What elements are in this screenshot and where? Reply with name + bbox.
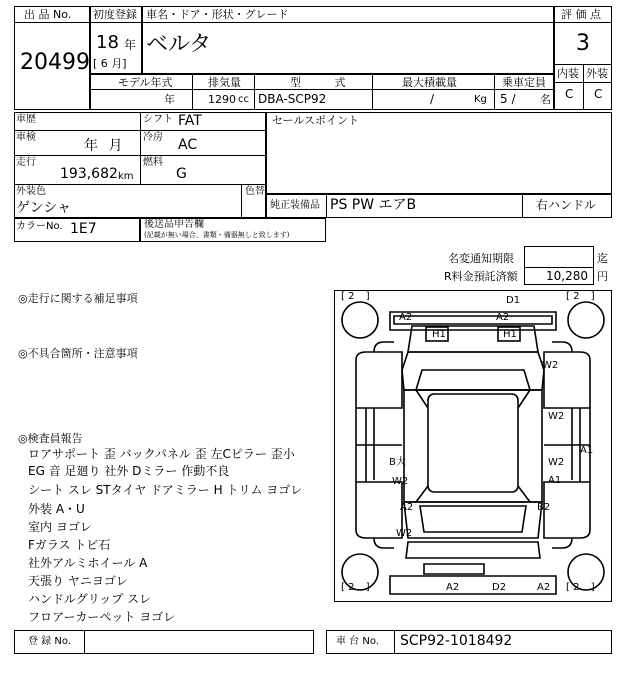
inspector-report-title: ◎検査員報告	[18, 432, 83, 445]
damage-mark: A2	[400, 502, 414, 513]
equipment-value: PS PW エアB	[330, 197, 417, 213]
shift-value: FAT	[178, 113, 202, 129]
steering-value: 右ハンドル	[536, 198, 597, 212]
interior-grade-value: C	[565, 87, 574, 101]
lot-number-value: 20499	[20, 50, 90, 75]
damage-mark: H1	[432, 329, 446, 340]
recycle-fee-label: R料金預託済額	[444, 270, 518, 283]
damage-mark: W2	[392, 476, 409, 487]
exterior-grade-label: 外装	[586, 67, 608, 80]
car-name-value: ベルタ	[146, 32, 212, 57]
model-type-label: 型 式	[290, 76, 346, 89]
fuel-label: 燃料	[143, 157, 163, 168]
damage-mark: H1	[503, 329, 517, 340]
capacity-label: 乗車定員	[502, 76, 546, 89]
name-change-deadline-value	[524, 246, 594, 268]
interior-grade-label: 内装	[557, 67, 579, 80]
tire-depth-front-left: [ 2 ]	[341, 291, 370, 302]
inspector-note-line: ハンドルグリップ スレ	[28, 592, 152, 606]
color-no-label: カラーNo.	[16, 221, 63, 232]
damage-mark: A2	[496, 312, 510, 323]
damage-mark: B大	[389, 457, 406, 468]
max-load-value: /	[430, 92, 435, 106]
damage-mark: A1	[548, 475, 562, 486]
ac-value: AC	[178, 137, 198, 153]
model-year-label: モデル年式	[118, 76, 173, 89]
inspection-value: 年 月	[84, 138, 123, 154]
evaluation-label: 評 価 点	[561, 8, 601, 21]
mileage-label: 走行	[16, 157, 36, 168]
damage-mark: W2	[542, 360, 559, 371]
max-load-label: 最大積載量	[402, 76, 457, 89]
displacement-label: 排気量	[208, 76, 241, 89]
chassis-no-value: SCP92-1018492	[400, 633, 513, 649]
inspector-note-line: フロアーカーペット ヨゴレ	[28, 610, 176, 624]
sales-point-label: セールスポイント	[272, 114, 360, 127]
max-load-unit: Kg	[474, 94, 487, 105]
history-label: 車歴	[16, 114, 36, 125]
exterior-grade-value: C	[594, 87, 603, 101]
damage-mark: A2	[537, 582, 551, 593]
chassis-no-label: 車 台 No.	[336, 636, 379, 647]
model-year-unit: 年	[164, 93, 175, 106]
car-diagram-drawing	[334, 290, 612, 602]
tire-depth-rear-left: [ 2 ]	[341, 582, 370, 593]
damage-mark: D2	[492, 582, 507, 593]
displacement-value: 1290	[208, 93, 236, 106]
damage-mark: A2	[399, 312, 413, 323]
damage-mark: W2	[548, 457, 565, 468]
registration-year-unit: 年	[124, 38, 137, 52]
capacity-unit: 名	[540, 93, 551, 106]
first-registration-label: 初度登録	[93, 8, 137, 21]
inspector-note-line: 天張り ヤニヨゴレ	[28, 574, 128, 588]
damage-mark: A1	[580, 445, 594, 456]
inspector-note-line: Fガラス トビ石	[28, 538, 111, 552]
recycle-fee-unit: 円	[597, 270, 608, 283]
car-name-label: 車名・ドア・形状・グレード	[146, 8, 289, 21]
damage-mark: W2	[396, 528, 413, 539]
later-docs-label: 後送品申告欄	[144, 219, 204, 230]
exterior-color-value: ゲンシャ	[16, 200, 72, 216]
damage-mark: W2	[548, 411, 565, 422]
recycle-fee-value: 10,280	[546, 269, 588, 283]
damage-mark: A2	[446, 582, 460, 593]
displacement-unit: cc	[238, 94, 249, 105]
equipment-label: 純正装備品	[270, 200, 320, 211]
model-type-value: DBA-SCP92	[258, 92, 327, 106]
inspector-note-line: 室内 ヨゴレ	[28, 520, 92, 534]
inspection-label: 車検	[16, 132, 36, 143]
inspector-note-line: ロアサポート 歪 バックパネル 歪 左Cピラー 歪小	[28, 447, 295, 461]
registration-month: [ 6 月]	[93, 57, 127, 70]
inspector-note-line: シート スレ STタイヤ ドアミラー H トリム ヨゴレ	[28, 483, 303, 497]
later-docs-note: (記載が無い場合、書類・備器無しと致します)	[144, 231, 290, 239]
ac-label: 冷房	[143, 132, 163, 143]
tire-depth-front-right: [ 2 ]	[566, 291, 595, 302]
inspector-note-line: EG 音 足廻り 社外 Dミラー 作動不良	[28, 464, 230, 478]
registration-no-label: 登 録 No.	[28, 636, 71, 647]
damage-mark: D1	[506, 295, 521, 306]
color-no-value: 1E7	[70, 221, 97, 237]
defects-notes-title: ◎不具合箇所・注意事項	[18, 347, 138, 360]
shift-label: シフト	[143, 114, 173, 125]
mileage-unit: km	[118, 171, 134, 182]
lot-number-label: 出 品 No.	[24, 8, 72, 21]
exterior-color-label: 外装色	[16, 186, 46, 197]
capacity-value: 5 /	[500, 92, 516, 106]
fuel-value: G	[176, 166, 187, 182]
color-change-label: 色替	[245, 186, 265, 197]
inspector-note-line: 外装 A・U	[28, 502, 85, 516]
damage-mark: B2	[537, 502, 551, 513]
name-change-deadline-label: 名変通知期限	[448, 252, 514, 265]
mileage-value: 193,682	[60, 166, 118, 182]
name-change-deadline-unit: 迄	[597, 252, 608, 265]
evaluation-score: 3	[576, 31, 590, 56]
driving-notes-title: ◎走行に関する補足事項	[18, 292, 138, 305]
inspector-note-line: 社外アルミホイール A	[28, 556, 148, 570]
tire-depth-rear-right: [ 2 ]	[566, 582, 595, 593]
registration-year: 18	[96, 32, 119, 53]
